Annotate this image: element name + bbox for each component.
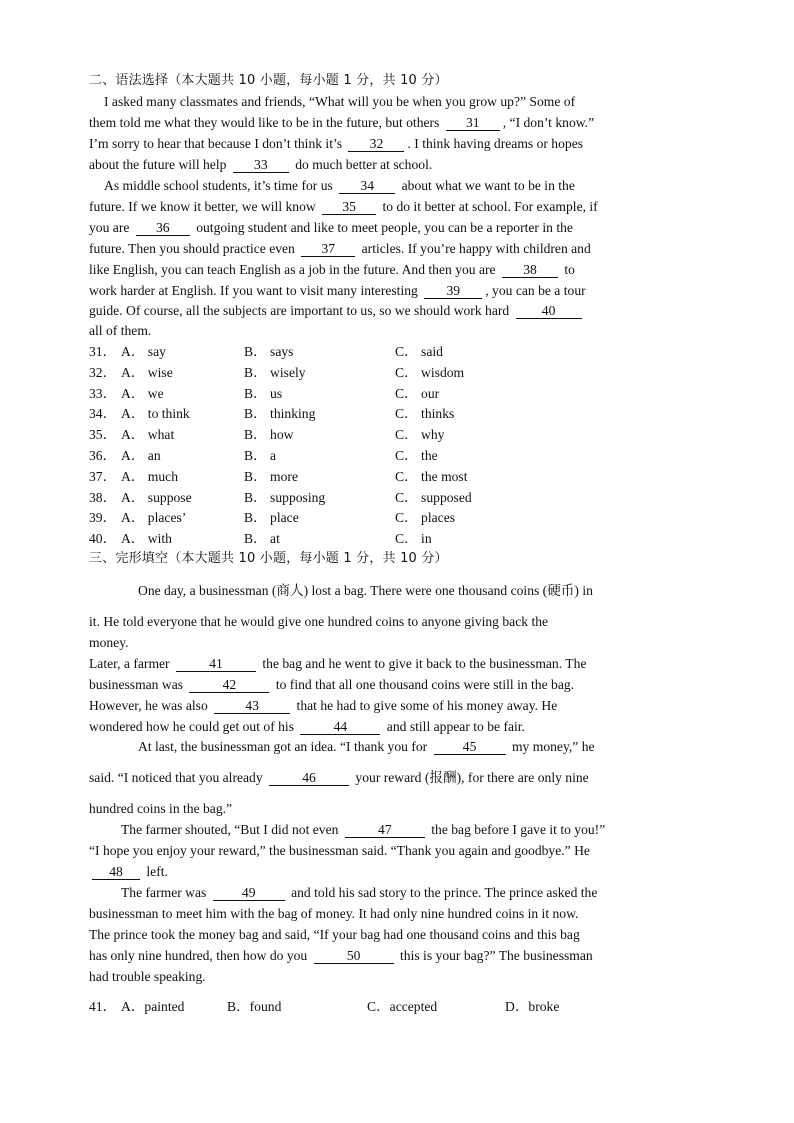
passage-text: future. If we know it better, we will know bbox=[89, 199, 320, 214]
option-d: D．broke bbox=[505, 999, 560, 1014]
option-b: B． place bbox=[244, 510, 299, 526]
option-a: A． much bbox=[121, 468, 179, 484]
passage-text: I’m sorry to hear that because I don’t think it’s bbox=[89, 136, 346, 151]
option-a: A． an bbox=[121, 448, 161, 463]
answer-blank: 40 bbox=[516, 304, 582, 319]
passage-text: articles. If you’re happy with children and bbox=[358, 241, 591, 256]
passage-text: my money,” he bbox=[508, 739, 595, 754]
passage-line bbox=[89, 718, 525, 735]
passage-text: However, he was also bbox=[89, 698, 212, 713]
passage-line bbox=[89, 634, 129, 651]
passage-text: to do it better at school. For example, if bbox=[379, 199, 598, 214]
passage-text: to find that all one thousand coins were still in the bag. bbox=[272, 677, 575, 692]
passage-line bbox=[138, 582, 593, 599]
option-c: C． said bbox=[395, 344, 443, 359]
passage-text: do much better at school. bbox=[291, 157, 433, 172]
passage-text: work harder at English. If you want to visit many interesting bbox=[89, 283, 422, 298]
question-number: 40． bbox=[89, 531, 117, 547]
question-number: 36． bbox=[89, 448, 117, 463]
option-c: C． thinks bbox=[395, 406, 455, 422]
passage-text: “I hope you enjoy your reward,” the businessman said. “Thank you again and goodbye.” He bbox=[89, 843, 590, 858]
option-b: B． us bbox=[244, 385, 283, 401]
answer-blank: 46 bbox=[269, 771, 349, 786]
option-a: A． with bbox=[121, 531, 172, 547]
passage-text: and told his sad story to the prince. The prince asked the bbox=[287, 885, 598, 900]
question-number: 37． bbox=[89, 468, 117, 484]
option-a: A．painted bbox=[121, 999, 185, 1014]
passage-text: businessman was bbox=[89, 677, 187, 692]
answer-blank: 34 bbox=[339, 179, 395, 194]
passage-text: has only nine hundred, then how do you bbox=[89, 948, 311, 963]
option-c: C． supposed bbox=[395, 489, 472, 505]
passage-text: At last, the businessman got an idea. “I thank you for bbox=[138, 739, 431, 754]
passage-text: The farmer shouted, “But I did not even bbox=[121, 822, 342, 837]
passage-text: , you can be a tour bbox=[485, 283, 586, 298]
passage-text: about the future will help bbox=[89, 157, 230, 172]
question-number: 35． bbox=[89, 427, 117, 443]
passage-line bbox=[89, 655, 586, 672]
passage-line bbox=[89, 842, 590, 859]
passage-line bbox=[89, 676, 574, 693]
question-number: 39． bbox=[89, 510, 117, 526]
option-b: B． thinking bbox=[244, 406, 316, 422]
passage-text: . I think having dreams or hopes bbox=[407, 136, 584, 151]
passage-line bbox=[89, 322, 151, 339]
answer-blank: 47 bbox=[345, 823, 425, 838]
passage-text: your reward (报酬), for there are only nine bbox=[352, 770, 589, 785]
passage-text: this is your bag?” The businessman bbox=[396, 948, 593, 963]
answer-blank: 50 bbox=[314, 949, 394, 964]
section-heading: 二、语法选择（本大题共 10 小题，每小题 1 分，共 10 分） bbox=[89, 73, 448, 88]
passage-line bbox=[89, 135, 583, 152]
answer-blank: 35 bbox=[322, 200, 376, 215]
passage-text: said. “I noticed that you already bbox=[89, 770, 267, 785]
passage-text: you are bbox=[89, 220, 133, 235]
option-b: B．found bbox=[227, 999, 282, 1014]
passage-text: the bag before I gave it to you!” bbox=[427, 822, 606, 837]
passage-text: left. bbox=[143, 864, 168, 879]
passage-text: The farmer was bbox=[121, 885, 210, 900]
passage-text: future. Then you should practice even bbox=[89, 241, 299, 256]
passage-line bbox=[89, 769, 589, 786]
option-b: B． how bbox=[244, 427, 294, 443]
passage-line bbox=[89, 800, 232, 817]
passage-text: money. bbox=[89, 635, 129, 650]
question-number: 33． bbox=[89, 385, 117, 401]
passage-text: , “I don’t know.” bbox=[502, 115, 595, 130]
question-number: 34． bbox=[89, 406, 117, 422]
question-number: 32． bbox=[89, 364, 117, 380]
option-b: B． supposing bbox=[244, 489, 326, 505]
passage-text: Later, a farmer bbox=[89, 656, 173, 671]
passage-text: and still appear to be fair. bbox=[383, 719, 525, 734]
passage-text: the bag and he went to give it back to the businessman. The bbox=[258, 656, 587, 671]
answer-blank: 33 bbox=[233, 158, 289, 173]
option-c: C． why bbox=[395, 427, 445, 443]
passage-line bbox=[121, 884, 597, 901]
question-number: 38． bbox=[89, 489, 117, 505]
passage-text: it. He told everyone that he would give one hundred coins to anyone giving back the bbox=[89, 614, 549, 629]
answer-blank: 42 bbox=[189, 678, 269, 693]
passage-text: had trouble speaking. bbox=[89, 969, 206, 984]
passage-line bbox=[121, 821, 605, 838]
option-c: C． the bbox=[395, 448, 438, 463]
option-a: A． suppose bbox=[121, 489, 192, 505]
passage-line bbox=[138, 738, 595, 755]
answer-blank: 37 bbox=[301, 242, 355, 257]
passage-text: wondered how he could get out of his bbox=[89, 719, 298, 734]
passage-line bbox=[89, 968, 206, 985]
option-a: A． to think bbox=[121, 406, 190, 422]
option-c: C．accepted bbox=[367, 999, 438, 1014]
passage-line bbox=[89, 947, 593, 964]
option-b: B． at bbox=[244, 531, 280, 547]
passage-line bbox=[89, 240, 591, 257]
passage-text: As middle school students, it’s time for us bbox=[104, 178, 337, 193]
passage-text: them told me what they would like to be in the future, but others bbox=[89, 115, 443, 130]
answer-blank: 41 bbox=[176, 657, 256, 672]
option-b: B． wisely bbox=[244, 364, 306, 380]
answer-blank: 49 bbox=[213, 886, 285, 901]
passage-text: businessman to meet him with the bag of money. It had only nine hundred coins in it now. bbox=[89, 906, 579, 921]
passage-line bbox=[89, 926, 580, 943]
passage-text: like English, you can teach English as a job in the future. And then you are bbox=[89, 262, 499, 277]
passage-text: One day, a businessman (商人) lost a bag. There were one thousand coins (硬币) in bbox=[138, 583, 593, 598]
answer-blank: 39 bbox=[424, 284, 482, 299]
option-b: B． more bbox=[244, 468, 298, 484]
answer-blank: 32 bbox=[348, 137, 404, 152]
passage-line bbox=[89, 114, 594, 131]
option-c: C． wisdom bbox=[395, 364, 465, 380]
passage-line bbox=[89, 261, 575, 278]
passage-line bbox=[104, 177, 575, 194]
answer-blank: 31 bbox=[446, 116, 500, 131]
passage-line bbox=[89, 613, 548, 630]
passage-line bbox=[104, 93, 575, 110]
passage-text: hundred coins in the bag.” bbox=[89, 801, 233, 816]
option-c: C． places bbox=[395, 510, 456, 526]
passage-line bbox=[89, 198, 598, 215]
passage-line bbox=[89, 905, 578, 922]
passage-line bbox=[89, 219, 573, 236]
option-a: A． what bbox=[121, 427, 175, 443]
passage-text: that he had to give some of his money away. He bbox=[293, 698, 558, 713]
option-a: A． say bbox=[121, 344, 166, 359]
answer-blank: 48 bbox=[92, 865, 140, 880]
answer-blank: 43 bbox=[214, 699, 290, 714]
answer-blank: 44 bbox=[300, 720, 380, 735]
passage-text: guide. Of course, all the subjects are important to us, so we should work hard bbox=[89, 303, 513, 318]
answer-blank: 45 bbox=[434, 740, 506, 755]
passage-text: The prince took the money bag and said, “If your bag had one thousand coins and this bag bbox=[89, 927, 580, 942]
passage-text: all of them. bbox=[89, 323, 152, 338]
passage-line bbox=[89, 156, 432, 173]
passage-line bbox=[89, 302, 585, 319]
option-c: C． in bbox=[395, 531, 432, 547]
option-c: C． our bbox=[395, 385, 440, 401]
passage-line bbox=[89, 697, 557, 714]
option-c: C． the most bbox=[395, 468, 468, 484]
option-a: A． we bbox=[121, 385, 164, 401]
answer-blank: 36 bbox=[136, 221, 190, 236]
answer-blank: 38 bbox=[502, 263, 558, 278]
option-b: B． says bbox=[244, 344, 294, 359]
option-b: B． a bbox=[244, 448, 277, 463]
section-heading: 三、完形填空（本大题共 10 小题，每小题 1 分，共 10 分） bbox=[89, 551, 448, 566]
passage-text: about what we want to be in the bbox=[398, 178, 575, 193]
question-number: 31． bbox=[89, 344, 117, 359]
passage-text: I asked many classmates and friends, “What will you be when you grow up?” Some of bbox=[104, 94, 576, 109]
question-number: 41． bbox=[89, 999, 117, 1014]
option-a: A． wise bbox=[121, 364, 173, 380]
option-a: A． places’ bbox=[121, 510, 187, 526]
passage-text: outgoing student and like to meet people, you can be a reporter in the bbox=[192, 220, 573, 235]
passage-line bbox=[89, 282, 586, 299]
passage-line bbox=[89, 863, 168, 880]
passage-text: to bbox=[560, 262, 575, 277]
